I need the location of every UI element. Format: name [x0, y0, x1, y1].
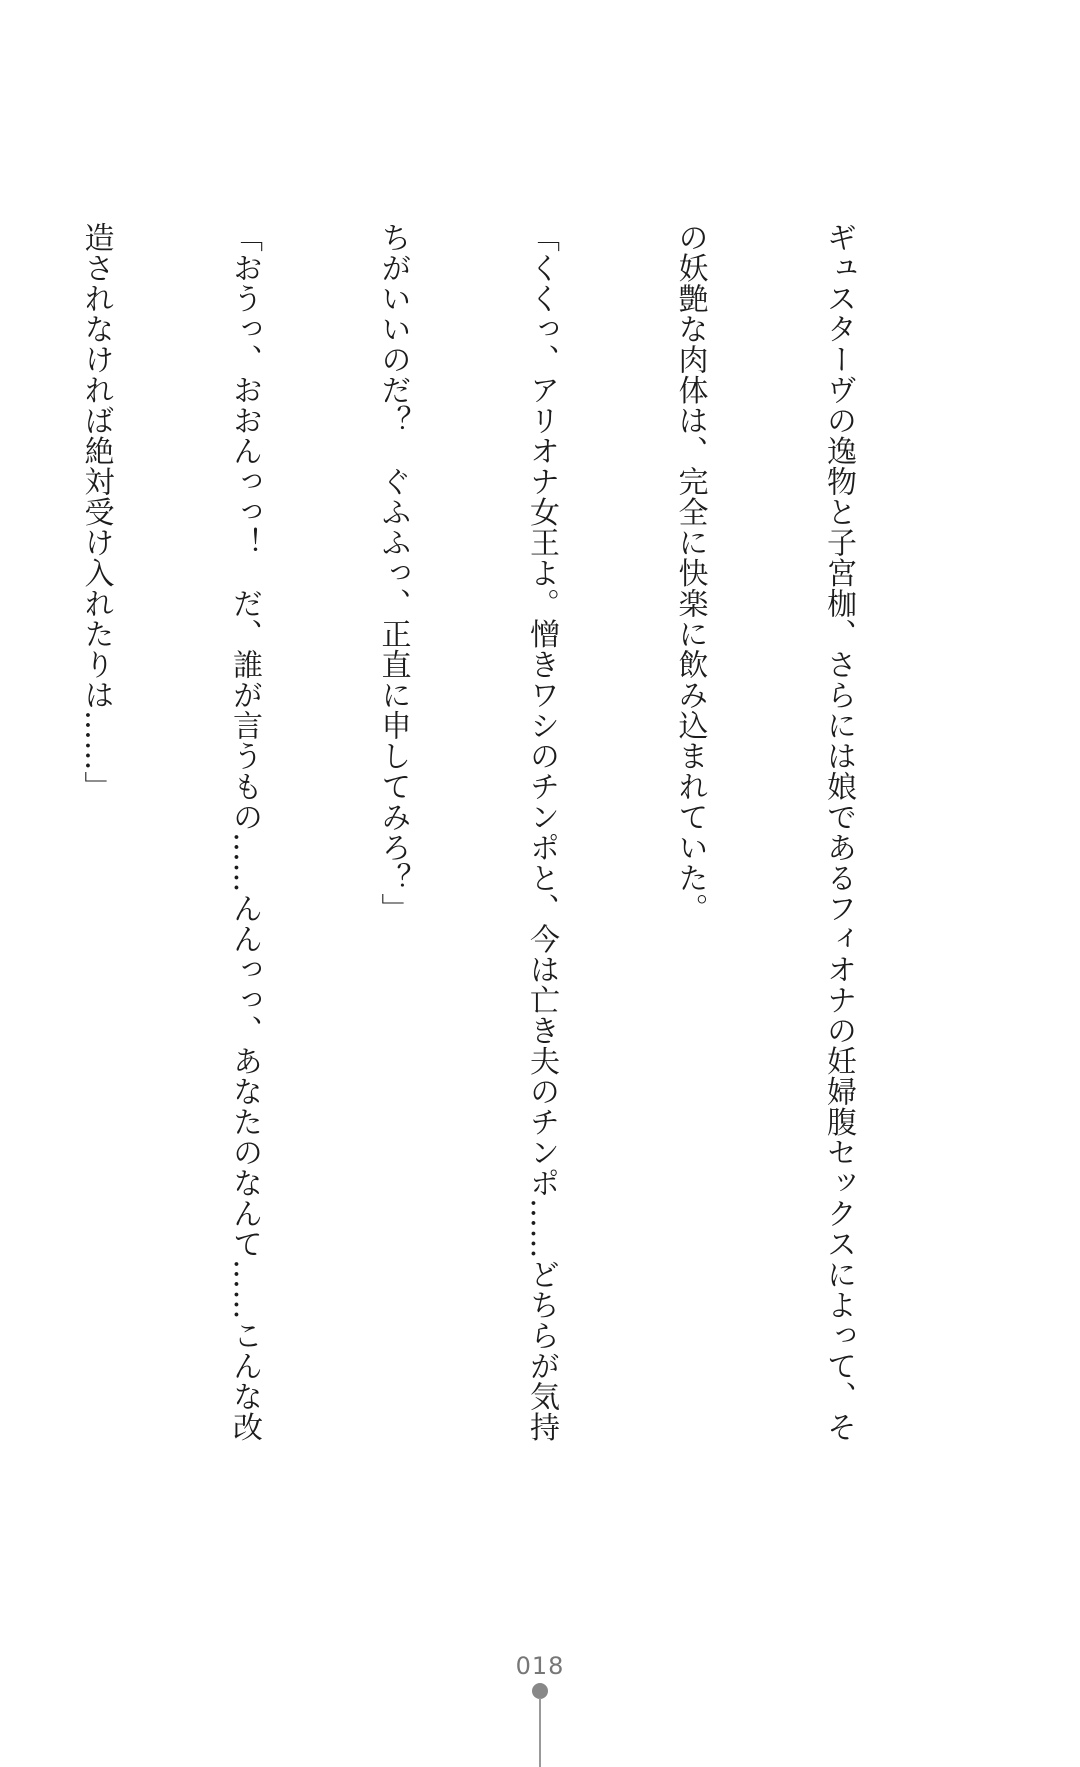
- text-line: 造されなければ絶対受け入れたりは……」: [78, 222, 114, 802]
- page-marker-dot: [532, 1683, 548, 1699]
- page-number: 018: [515, 1652, 565, 1680]
- body-text: [0, 222, 962, 1462]
- page-marker-line: [539, 1698, 541, 1767]
- text-line: の妖艶な肉体は、完全に快楽に飲み込まれていた。: [672, 222, 708, 924]
- text-line: 「くくっ、アリオナ女王よ。憎きワシのチンポと、今は亡き夫のチンポ……どちらが気持: [524, 222, 559, 1442]
- text-line: ちがいいのだ？ ぐふふっ、正直に申してみろ？」: [375, 222, 411, 924]
- text-line: ギュスターヴの逸物と子宮枷、さらには娘であるフィオナの妊婦腹セックスによって、そ: [821, 222, 856, 1442]
- text-line: 「おうっ、おおんっっ！ だ、誰が言うもの……んんっっ、あなたのなんて……こんな改: [227, 222, 262, 1442]
